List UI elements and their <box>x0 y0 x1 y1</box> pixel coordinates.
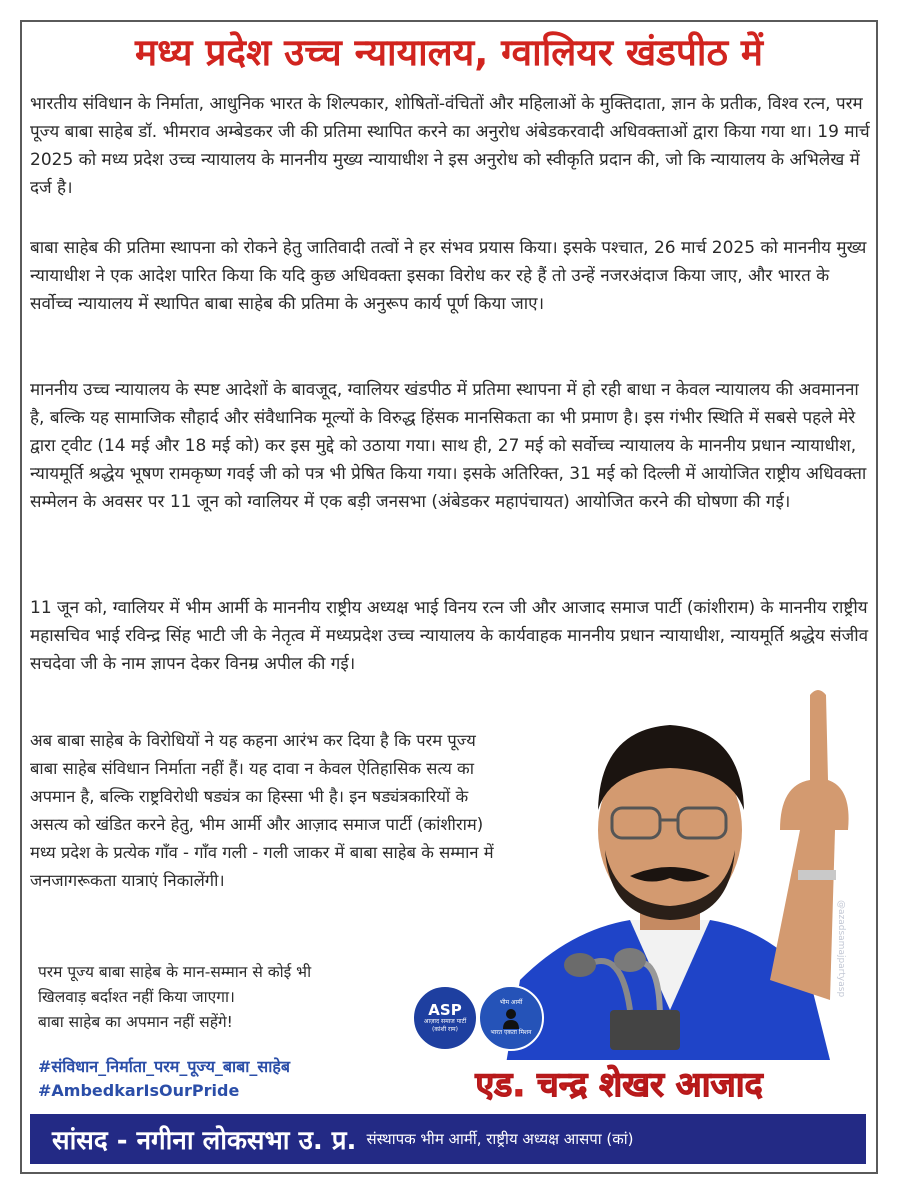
bhim-sub: भारत एकता मिशन <box>490 1029 532 1036</box>
asp-party-logo <box>412 985 478 1051</box>
paragraph-4: 11 जून को, ग्वालियर में भीम आर्मी के माननीय राष्ट्रीय अध्यक्ष भाई विनय रत्न जी और आजाद समाज पार्टी (कांशीराम) के माननीय राष्ट्रीय महासचिव भाई रविन्द्र सिंह भाटी जी के नेतृत्व में मध्यप्रदेश उच्च न्यायालय के कार्यवाहक माननीय प्रधान न्यायाधीश, न्यायमूर्ति श्रद्धेय संजीव सचदेवा जी के नाम ज्ञापन देकर विनम्र अपील की गई। <box>30 598 869 674</box>
footer-bar <box>30 1114 866 1164</box>
hashtags <box>38 1055 290 1103</box>
paragraph-2: बाबा साहेब की प्रतिमा स्थापना को रोकने हेतु जातिवादी तत्वों ने हर संभव प्रयास किया। इसके पश्चात, 26 मार्च 2025 को माननीय मुख्य न्यायाधीश ने एक आदेश पारित किया कि यदि कुछ अधिवक्ता इसका विरोध कर रहे हैं तो उन्हें नजरअंदाज किया जाए, और भारत के सर्वोच्च न्यायालय में स्थापित बाबा साहेब की प्रतिमा के अनुरूप कार्य पूर्ण किया जाए। <box>30 238 867 314</box>
asp-name: आज़ाद समाज पार्टी <box>423 1018 467 1025</box>
footer-subtitle: संस्थापक भीम आर्मी, राष्ट्रीय अध्यक्ष आसपा (कां) <box>366 1130 634 1148</box>
paragraph-3: माननीय उच्च न्यायालय के स्पष्ट आदेशों के बावजूद, ग्वालियर खंडपीठ में प्रतिमा स्थापना में हो रही बाधा न केवल न्यायालय की अवमानना है, बल्कि यह सामाजिक सौहार्द और संवैधानिक मूल्यों के विरुद्ध हिंसक मानसिकता का भी प्रमाण है। इस गंभीर स्थिति में सबसे पहले मेरे द्वारा ट्वीट (14 मई और 18 मई को) कर इस मुद्दे को उठाया गया। साथ ही, 27 मई को सर्वोच्च न्यायालय के माननीय प्रधान न्यायाधीश, न्यायमूर्ति श्रद्धेय भूषण रामकृष्ण गवई जी को पत्र भी प्रेषित किया गया। इसके अतिरिक्त, 31 मई को दिल्ली में आयोजित राष्ट्रीय अधिवक्ता सम्मेलन के अवसर पर 11 जून को ग्वालियर में एक बड़ी जनसभा (अंबेडकर महापंचायत) आयोजित करने की घोषणा की गई। <box>30 380 867 512</box>
paragraph-5: अब बाबा साहेब के विरोधियों ने यह कहना आरंभ कर दिया है कि परम पूज्य बाबा साहेब संविधान निर्माता नहीं हैं। यह दावा न केवल ऐतिहासिक सत्य का अपमान है, बल्कि राष्ट्रविरोधी षड्यंत्र का हिस्सा भी है। इन षड्यंत्रकारियों के असत्य को खंडित करने हेतु, भीम आर्मी और आज़ाद समाज पार्टी (कांशीराम) मध्य प्रदेश के प्रत्येक गाँव - गाँव गली - गली जाकर में बाबा साहेब के सम्मान में जनजागरूकता यात्राएं निकालेंगी। <box>30 731 494 890</box>
bhim-army-logo <box>478 985 544 1051</box>
pointing-hand <box>780 690 849 830</box>
closing-statement <box>38 960 458 1035</box>
asp-abbr: ASP <box>428 1001 462 1019</box>
leader-name: एड. चन्द्र शेखर आजाद <box>475 1065 763 1105</box>
closing-line-3: बाबा साहेब का अपमान नहीं सहेंगे! <box>38 1013 233 1031</box>
closing-line-2: खिलवाड़ बर्दाश्त नहीं किया जाएगा। <box>38 988 235 1006</box>
paragraph-1: भारतीय संविधान के निर्माता, आधुनिक भारत के शिल्पकार, शोषितों-वंचितों और महिलाओं के मुक्तिदाता, ज्ञान के प्रतीक, विश्व रत्न, परम पूज्य बाबा साहेब डॉ. भीमराव अम्बेडकर जी की प्रतिमा स्थापित करने का अनुरोध अंबेडकरवादी अधिवक्ताओं द्वारा किया गया था। 19 मार्च 2025 को मध्य प्रदेश उच्च न्यायालय के माननीय मुख्य न्यायाधीश ने इस अनुरोध को स्वीकृति प्रदान की, जो कि न्यायालय के अभिलेख में दर्ज है। <box>30 94 870 198</box>
closing-line-1: परम पूज्य बाबा साहेब के मान-सम्मान से कोई भी <box>38 963 312 981</box>
ambedkar-silhouette-icon <box>500 1007 522 1029</box>
watermark: @azadsamajpartyasp <box>836 900 846 998</box>
asp-sub: (कांशी राम) <box>432 1026 458 1033</box>
page-title: मध्य प्रदेश उच्च न्यायालय, ग्वालियर खंडपीठ में <box>134 31 764 74</box>
footer-title: सांसद - नगीना लोकसभा उ. प्र. <box>52 1126 357 1156</box>
hashtag-samvidhan[interactable]: #संविधान_निर्माता_परम_पूज्य_बाबा_साहेब <box>38 1057 290 1076</box>
bracelet <box>798 870 836 880</box>
raised-arm <box>770 830 835 1000</box>
hashtag-ambedkar-pride[interactable]: #AmbedkarIsOurPride <box>38 1081 240 1100</box>
name-banner <box>396 1060 842 1106</box>
bhim-name: भीम आर्मी <box>499 999 523 1006</box>
